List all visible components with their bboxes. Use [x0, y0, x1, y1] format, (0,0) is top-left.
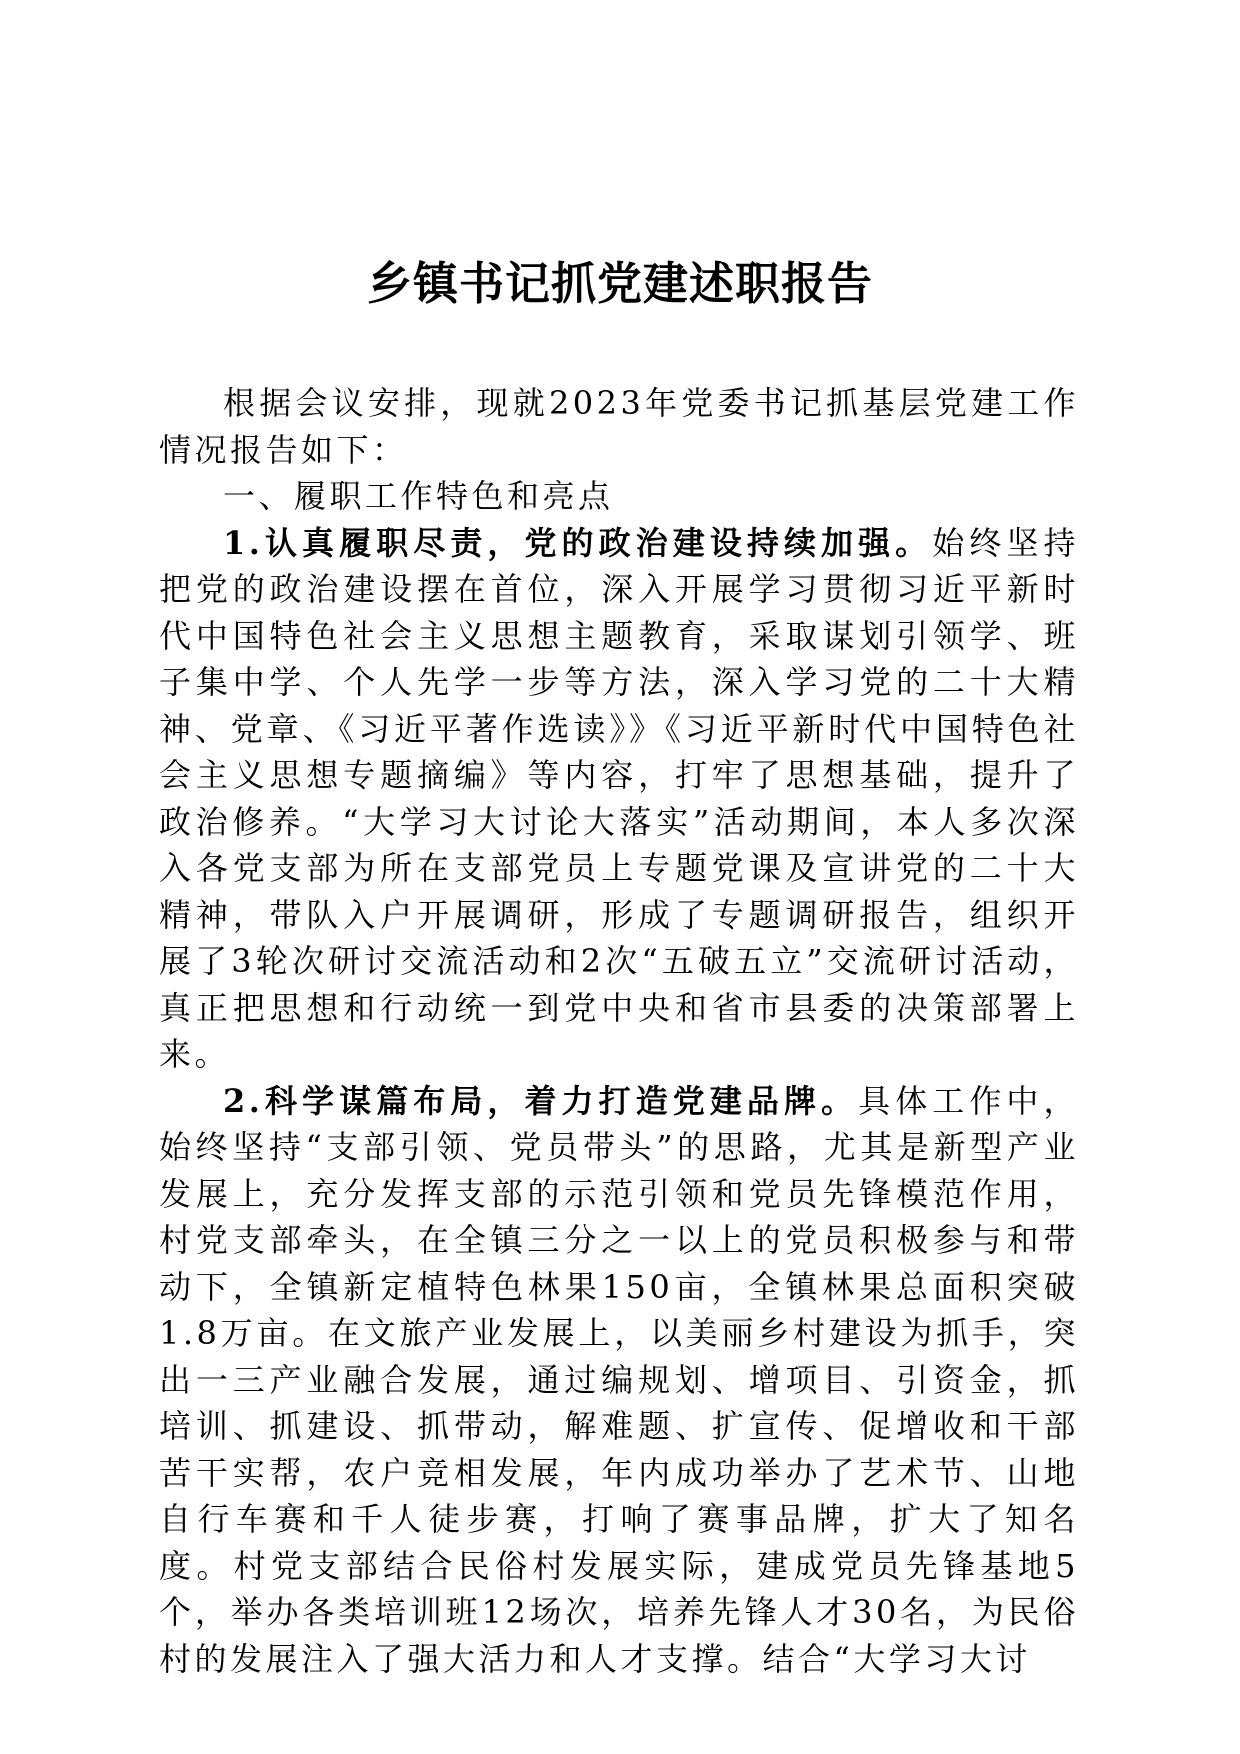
- intro-paragraph: 根据会议安排，现就2023年党委书记抓基层党建工作情况报告如下：: [159, 384, 1079, 469]
- document-title: 乡镇书记抓党建述职报告: [366, 257, 873, 310]
- item-2-text: 具体工作中，始终坚持“支部引领、党员带头”的思路，尤其是新型产业发展上，充分发挥支部的示范引领和党员先锋模范作用，村党支部牵头，在全镇三分之一以上的党员积极参与和带动下，全镇新定植特色林果150亩，全镇林果总面积突破1.8万亩。在文旅产业发展上，以美丽乡村建设为抓手，突出一三产业融合发展，通过编规划、增项目、引资金，抓培训、抓建设、抓带动，解难题、扩宣传、促增收和干部苦干实帮，农户竞相发展，年内成功举办了艺术节、山地自行车赛和千人徒步赛，打响了赛事品牌，扩大了知名度。村党支部结合民俗村发展实际，建成党员先锋基地5个，举办各类培训班12场次，培养先锋人才30名，为民俗村的发展注入了强大活力和人才支撑。结合“大学习大讨: [159, 1081, 1079, 1678]
- document-body: [159, 380, 1079, 1682]
- item-1-text: 始终坚持把党的政治建设摆在首位，深入开展学习贯彻习近平新时代中国特色社会主义思想主题教育，采取谋划引领学、班子集中学、个人先学一步等方法，深入学习党的二十大精神、党章、《习近平著作选读》》《习近平新时代中国特色社会主义思想专题摘编》等内容，打牢了思想基础，提升了政治修养。“大学习大讨论大落实”活动期间，本人多次深入各党支部为所在支部党员上专题党课及宣讲党的二十大精神，带队入户开展调研，形成了专题调研报告，组织开展了3轮次研讨交流活动和2次“五破五立”交流研讨活动，真正把思想和行动统一到党中央和省市县委的决策部署上来。: [159, 523, 1079, 1073]
- item-1-lead: 1.认真履职尽责，党的政治建设持续加强。: [223, 523, 933, 562]
- section-heading: 一、履职工作特色和亮点: [223, 477, 614, 515]
- item-1-paragraph: [159, 520, 1079, 1078]
- item-2-lead: 2.科学谋篇布局，着力打造党建品牌。: [223, 1081, 859, 1120]
- item-2-paragraph: [159, 1078, 1079, 1683]
